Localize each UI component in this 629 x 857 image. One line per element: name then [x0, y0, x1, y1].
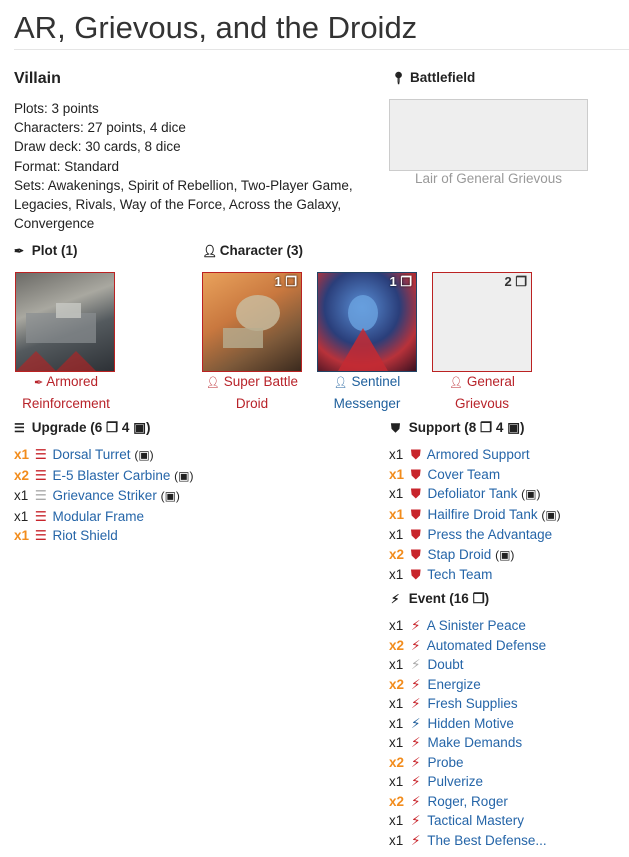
- layers-icon: ☰: [14, 421, 25, 435]
- shield-icon: ⛊: [410, 486, 421, 501]
- dice-icon: ▣: [133, 420, 146, 435]
- card-link[interactable]: Defoliator Tank: [427, 486, 518, 501]
- quantity: x1: [389, 657, 404, 672]
- character-card-sentinel-messenger[interactable]: [317, 272, 417, 372]
- list-item: [389, 831, 547, 851]
- user-icon: 👤︎: [333, 377, 348, 389]
- card-count: 1 ❐: [389, 274, 412, 289]
- card-link[interactable]: E-5 Blaster Carbine: [52, 467, 171, 483]
- card-link[interactable]: A Sinister Peace: [426, 618, 526, 633]
- lightning-icon: ⚡︎: [411, 676, 421, 692]
- user-icon: 👤︎: [205, 377, 220, 389]
- card-link[interactable]: Tactical Mastery: [427, 813, 525, 828]
- list-item: [14, 445, 193, 466]
- plot-card-caption[interactable]: ✒ Armored Reinforcement: [22, 374, 110, 411]
- lightning-icon: ⚡︎: [391, 592, 400, 606]
- quantity: x1: [389, 567, 404, 582]
- upgrade-icon: ☰: [34, 447, 47, 462]
- list-item: [389, 465, 561, 485]
- character-caption-super-battle-droid[interactable]: 👤︎ Super Battle Droid: [205, 374, 299, 411]
- lightning-icon: ⚡︎: [411, 715, 421, 731]
- quantity: x1: [389, 715, 404, 731]
- sets-info: Sets: Awakenings, Spirit of Rebellion, Two-Player Game, Legacies, Rivals, Way of the Force, Across the Galaxy, Convergence: [14, 177, 353, 232]
- quantity: x1: [14, 508, 29, 524]
- dice-icon: (▣): [495, 547, 515, 562]
- card-link[interactable]: Pulverize: [427, 774, 484, 789]
- quantity: x1: [389, 506, 405, 522]
- upgrade-list: [14, 445, 193, 546]
- list-item: [389, 792, 547, 812]
- support-list: [389, 445, 561, 585]
- card-link[interactable]: Dorsal Turret: [52, 447, 131, 462]
- quantity: x1: [389, 527, 404, 542]
- card-link[interactable]: Stap Droid: [427, 546, 492, 562]
- quantity: x2: [389, 676, 405, 692]
- upgrade-icon: ☰: [34, 508, 47, 524]
- battlefield-name[interactable]: Lair of General Grievous: [414, 171, 563, 186]
- quantity: x1: [389, 486, 404, 501]
- shield-icon: ⛊: [410, 546, 421, 562]
- quantity: x1: [14, 488, 29, 503]
- list-item: [389, 525, 561, 545]
- card-link[interactable]: Energize: [427, 676, 481, 692]
- event-heading: ⚡︎ Event (16 ❐): [391, 591, 490, 606]
- card-link[interactable]: Press the Advantage: [427, 527, 553, 542]
- affiliation-label: Villain: [14, 70, 61, 87]
- upgrade-icon: ☰: [34, 467, 47, 483]
- battlefield-card-image[interactable]: [389, 99, 588, 171]
- characters-info: Characters: 27 points, 4 dice: [14, 120, 186, 136]
- quantity: x1: [14, 528, 30, 543]
- dice-icon: (▣): [541, 507, 561, 522]
- list-item: [389, 714, 547, 734]
- plot-heading: ✒ Plot (1): [14, 243, 78, 258]
- card-link[interactable]: Tech Team: [427, 567, 493, 582]
- card-link[interactable]: Roger, Roger: [427, 793, 508, 809]
- quantity: x1: [389, 696, 404, 711]
- card-link[interactable]: Doubt: [427, 657, 464, 672]
- shield-icon: ⛊: [410, 447, 421, 462]
- shield-icon: ⛊: [410, 567, 421, 582]
- lightning-icon: ⚡︎: [411, 696, 421, 711]
- upgrade-heading: ☰ Upgrade (6 ❐ 4 ▣): [14, 420, 151, 435]
- plot-card-armored-reinforcement[interactable]: [15, 272, 115, 372]
- list-item: [389, 655, 547, 675]
- shield-icon: ⛊: [410, 506, 421, 522]
- character-card-super-battle-droid[interactable]: [202, 272, 302, 372]
- support-heading: ⛊ Support (8 ❐ 4 ▣): [391, 420, 525, 435]
- list-item: [389, 445, 561, 465]
- card-link[interactable]: Armored Support: [426, 447, 530, 462]
- list-item: [389, 772, 547, 792]
- quill-icon: ✒: [34, 377, 44, 389]
- list-item: [389, 565, 561, 585]
- list-item: [389, 484, 561, 505]
- lightning-icon: ⚡︎: [411, 754, 421, 770]
- character-caption-sentinel-messenger[interactable]: 👤︎ Sentinel Messenger: [333, 374, 401, 411]
- list-item: [389, 675, 547, 695]
- quantity: x1: [389, 832, 404, 848]
- list-item: [389, 694, 547, 714]
- list-item: [14, 526, 193, 546]
- list-item: [389, 505, 561, 526]
- card-count: 2 ❐: [504, 274, 527, 289]
- plot-card-art: [16, 273, 114, 371]
- card-link[interactable]: Fresh Supplies: [427, 696, 518, 711]
- draw-deck-info: Draw deck: 30 cards, 8 dice: [14, 139, 181, 155]
- card-link[interactable]: Probe: [427, 754, 464, 770]
- list-item: [389, 733, 547, 753]
- quantity: x1: [389, 447, 404, 462]
- plots-info: Plots: 3 points: [14, 101, 99, 116]
- user-icon: 👤︎: [449, 377, 464, 389]
- card-link[interactable]: Riot Shield: [52, 528, 118, 543]
- event-list: [389, 616, 547, 850]
- map-pin-icon: 📍︎: [391, 71, 407, 85]
- lightning-icon: ⚡︎: [411, 637, 421, 653]
- quantity: x1: [389, 618, 404, 633]
- quantity: x1: [14, 447, 30, 462]
- list-item: [389, 753, 547, 773]
- shield-icon: ⛊: [410, 527, 421, 542]
- card-link[interactable]: Modular Frame: [52, 508, 145, 524]
- list-item: [14, 507, 193, 527]
- cards-icon: ❐: [106, 420, 119, 435]
- quantity: x1: [389, 774, 404, 789]
- card-link[interactable]: Cover Team: [427, 466, 501, 482]
- lightning-icon: ⚡︎: [411, 813, 421, 828]
- lightning-icon: ⚡︎: [411, 774, 421, 789]
- list-item: [14, 466, 193, 487]
- quantity: x1: [389, 813, 404, 828]
- quantity: x1: [389, 466, 405, 482]
- upgrade-icon: ☰: [34, 528, 47, 543]
- title-divider: [14, 49, 629, 50]
- dice-icon: (▣): [174, 468, 194, 483]
- quantity: x2: [389, 546, 405, 562]
- quantity: x2: [14, 467, 30, 483]
- lightning-icon: ⚡︎: [411, 832, 421, 848]
- quantity: x2: [389, 754, 405, 770]
- character-card-general-grievous[interactable]: [432, 272, 532, 372]
- cards-icon: ❐: [472, 591, 485, 606]
- lightning-icon: ⚡︎: [411, 793, 421, 809]
- quill-icon: ✒: [14, 244, 25, 258]
- dice-icon: (▣): [160, 489, 180, 503]
- card-link[interactable]: Hidden Motive: [427, 715, 514, 731]
- lightning-icon: ⚡︎: [411, 618, 421, 633]
- format-info: Format: Standard: [14, 158, 120, 174]
- dice-icon: (▣): [521, 487, 541, 501]
- upgrade-icon: ☰: [34, 488, 47, 503]
- list-item: [389, 545, 561, 566]
- lightning-icon: ⚡︎: [411, 657, 421, 672]
- list-item: [14, 486, 193, 507]
- cards-icon: ❐: [480, 420, 493, 435]
- quantity: x2: [389, 637, 405, 653]
- list-item: [389, 616, 547, 636]
- character-heading: 👤︎ Character (3): [202, 243, 304, 258]
- dice-icon: ▣: [507, 420, 520, 435]
- list-item: [389, 636, 547, 656]
- lightning-icon: ⚡︎: [411, 735, 421, 750]
- dice-icon: (▣): [134, 448, 154, 462]
- deck-title: AR, Grievous, and the Droidz: [14, 10, 418, 45]
- battlefield-heading: 📍︎ Battlefield: [391, 70, 476, 85]
- list-item: [389, 811, 547, 831]
- card-count: 1 ❐: [274, 274, 297, 289]
- card-link[interactable]: Automated Defense: [426, 637, 547, 653]
- quantity: x1: [389, 735, 404, 750]
- card-link[interactable]: Grievance Striker: [52, 488, 157, 503]
- quantity: x2: [389, 793, 405, 809]
- character-caption-general-grievous[interactable]: 👤︎ General Grievous: [449, 374, 515, 411]
- card-link[interactable]: Make Demands: [427, 735, 523, 750]
- card-link[interactable]: The Best Defense...: [427, 832, 547, 848]
- shield-icon: ⛊: [410, 466, 421, 482]
- user-icon: 👤︎: [202, 244, 218, 258]
- card-link[interactable]: Hailfire Droid Tank: [427, 506, 538, 522]
- shield-icon: ⛊: [391, 421, 401, 435]
- deck-info: [14, 99, 359, 233]
